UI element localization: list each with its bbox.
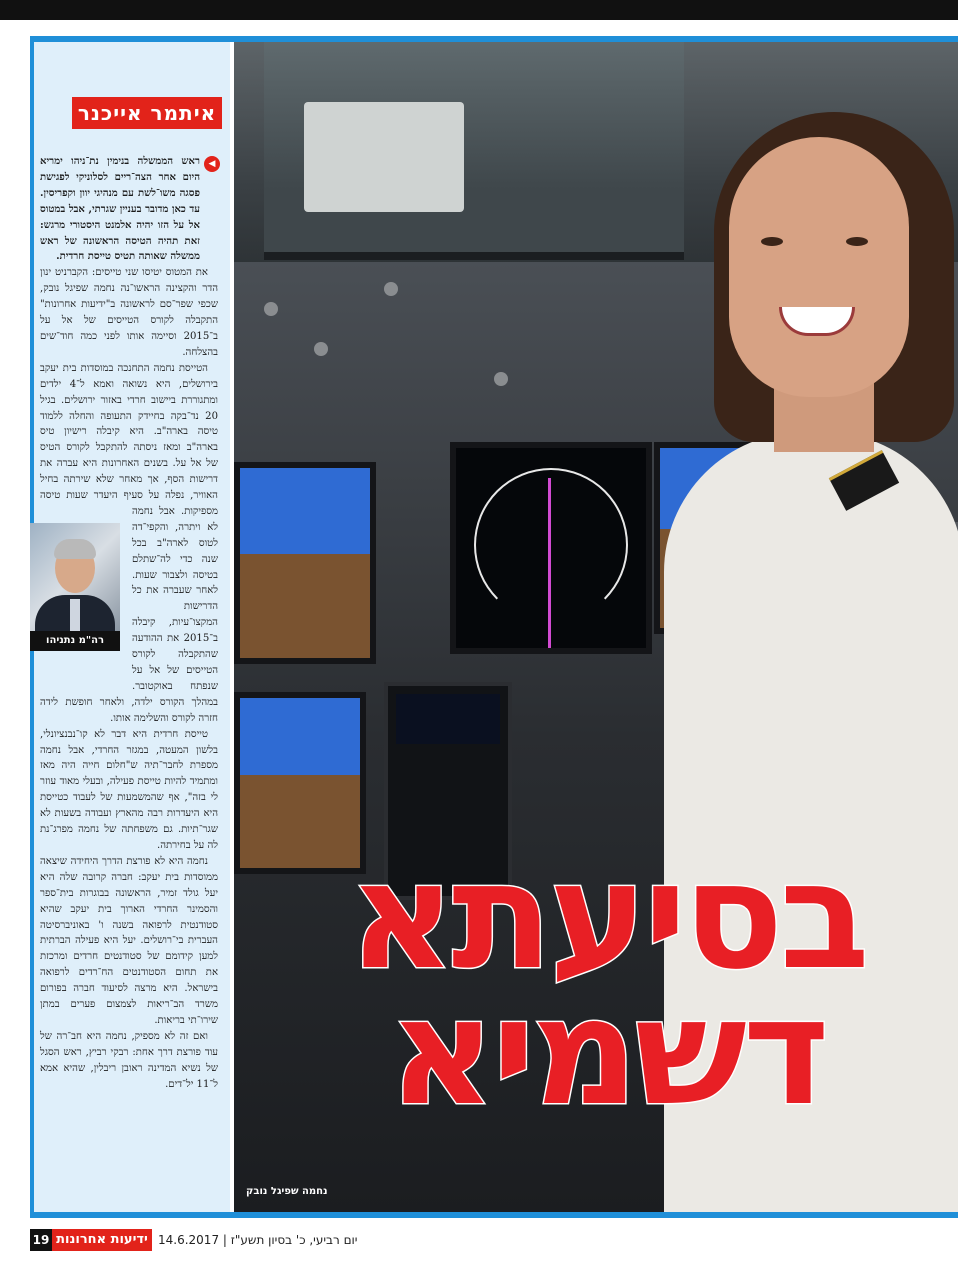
panel-knob	[264, 302, 278, 316]
article-paragraph: נחמה היא לא פורצת הדרך היחידה שיצאה ממוסדות בית יעקב: חברה קרובה שלה היא יעל גולד זמיר, הראשונה בבוגרות בית־ספר והסמינר החרדי הארוך בית יעקב שהיא סטודנטית לרפואה בשנה ו' באוניברסיטה העברית בי־רושלים. יעל היא פעילה הברתית למען קידומם של סטודנטים חרדים ומרכזת את תחום הסטודנטים הח־רדים לרפואה בישראל. היא מרצה לסיעוד חברה בפורום משרד הב־ריאות לצמצום פערים במתן שירו־תי בריאות.	[40, 855, 218, 1026]
headline	[262, 830, 952, 1138]
pilot-eye-right	[846, 237, 868, 246]
lead-triangle-icon: ◀	[204, 156, 220, 172]
newspaper-brand: ידיעות אחרונות	[52, 1229, 152, 1251]
top-black-bar	[0, 0, 958, 20]
cockpit-window	[264, 42, 684, 260]
panel-knob	[494, 372, 508, 386]
panel-knob	[384, 282, 398, 296]
article-paragraph-text: הטייסת נחמה התחנכה במוסדות בית יעקב בירושלים, היא נשואה ואמא ל־4 ילדים ומתגוררת ביישוב חרדי באזור ירושלים. בגיל 20 נד־בקה בחיידק התעופה והחלה ללמוד טיסה בארה"ב. היא קיבלה רישיון טיס בארה"ב ומאז ניסתה להתקבל לקורס הטיס של אל על. בשנים האחרונות היא עברה את דרישות הסף, אך מאחר שלא שירתה בחיל האוויר, נפלה על סעיף היעדר שעות טיסה מספיקות.	[40, 362, 218, 517]
article-lead-text: ראש הממשלה בנימין נת־ניהו ימריא היום אחר הצה־ריים לסלוניקי לפגישת פסגה משו־לשת עם מנהיגי יוון וקפריסין. עד כאן מדובר בעניין שגרתי, אבל במטוס אל על הזו יהיה אלמנט היסטורי מרגש: זאת תהיה הטיסה הראשונה של ראש ממשלה שאותה תטיס טייסת חרדית.	[40, 156, 200, 263]
byline: איתמר אייכנר	[72, 97, 222, 129]
issue-date: יום רביעי, כ' בסיון תשע"ז | 14.6.2017	[158, 1233, 358, 1247]
article-paragraph-text: אבל נחמה לא ויתרה, והקפי־דה לטוס לארה"ב בכל שנה כדי לה־שתלם בטיסה ולצבור שעות. לאחר שעברה את כל הדרישות המקצו־עיות, קיבלה ב־2015 את ההודעה שהתקבלה לקורס הטייסים של אל על שנפתח באוקטובר. במהלך הקורס ילדה, ולאחר חופשת לידה חזרה לקורס והשלימה אותו.	[40, 505, 218, 724]
article-paragraph: ואם זה לא מספיק, נחמה היא חב־רה של עוד פורצת דרך אחת: רבקי רביץ, ראש הסגל של נשיא המדינה ראובן ריבלין, שהיא אמא ל־11 יל־דים.	[40, 1030, 218, 1090]
page-footer	[30, 1229, 958, 1251]
article-lead	[40, 154, 218, 265]
article-paragraph: טייסת חרדית היא דבר לא קו־נבנציונלי, בלשון המעטה, במגזר החרדי, אבל נחמה מספרת לחבר־תיה ש"חלום חייה היה מאז ומתמיד להיות טייסת פעילה, ובעלי מאוד עוזר לי בזה", אף שהמשמעות של לעבוד כטייסת היא היעדרות רבה מהארץ ועבודה בשעות לא שגר־תיות. גם משפחתה של נחמה מפרג־נת לה על בחירתה.	[40, 728, 218, 851]
pfd-screen-left	[234, 462, 376, 664]
panel-knob	[314, 342, 328, 356]
article-paragraph: את המטוס יטיסו שני טייסים: הקברניט ינון הדר והקצינה הראשו־נה נחמה שפיגל נובק, שכפי שפר־סם לראשונה ב"ידיעות אחרונות" התקבלה לקורס הטייסים של אל על ב־2015 וסיימה אותו לפני כמה חוד־שים בהצלחה.	[40, 267, 218, 358]
window-truck	[304, 102, 464, 212]
nd-screen-center	[450, 442, 652, 654]
headline-line-2: דשמיא	[388, 966, 826, 1138]
pilot-eye-left	[761, 237, 783, 246]
frame-bottom-rule	[30, 1212, 958, 1218]
page-number: 19	[30, 1229, 52, 1251]
portrait-caption: רה"מ נתניהו	[30, 631, 120, 651]
headline-line-1: בסיעתא	[348, 830, 866, 1002]
pilot-face	[729, 137, 909, 397]
portrait-hair	[54, 539, 96, 559]
netanyahu-portrait	[30, 523, 120, 651]
photo-credit: נחמה שפיגל נובק	[246, 1186, 328, 1197]
